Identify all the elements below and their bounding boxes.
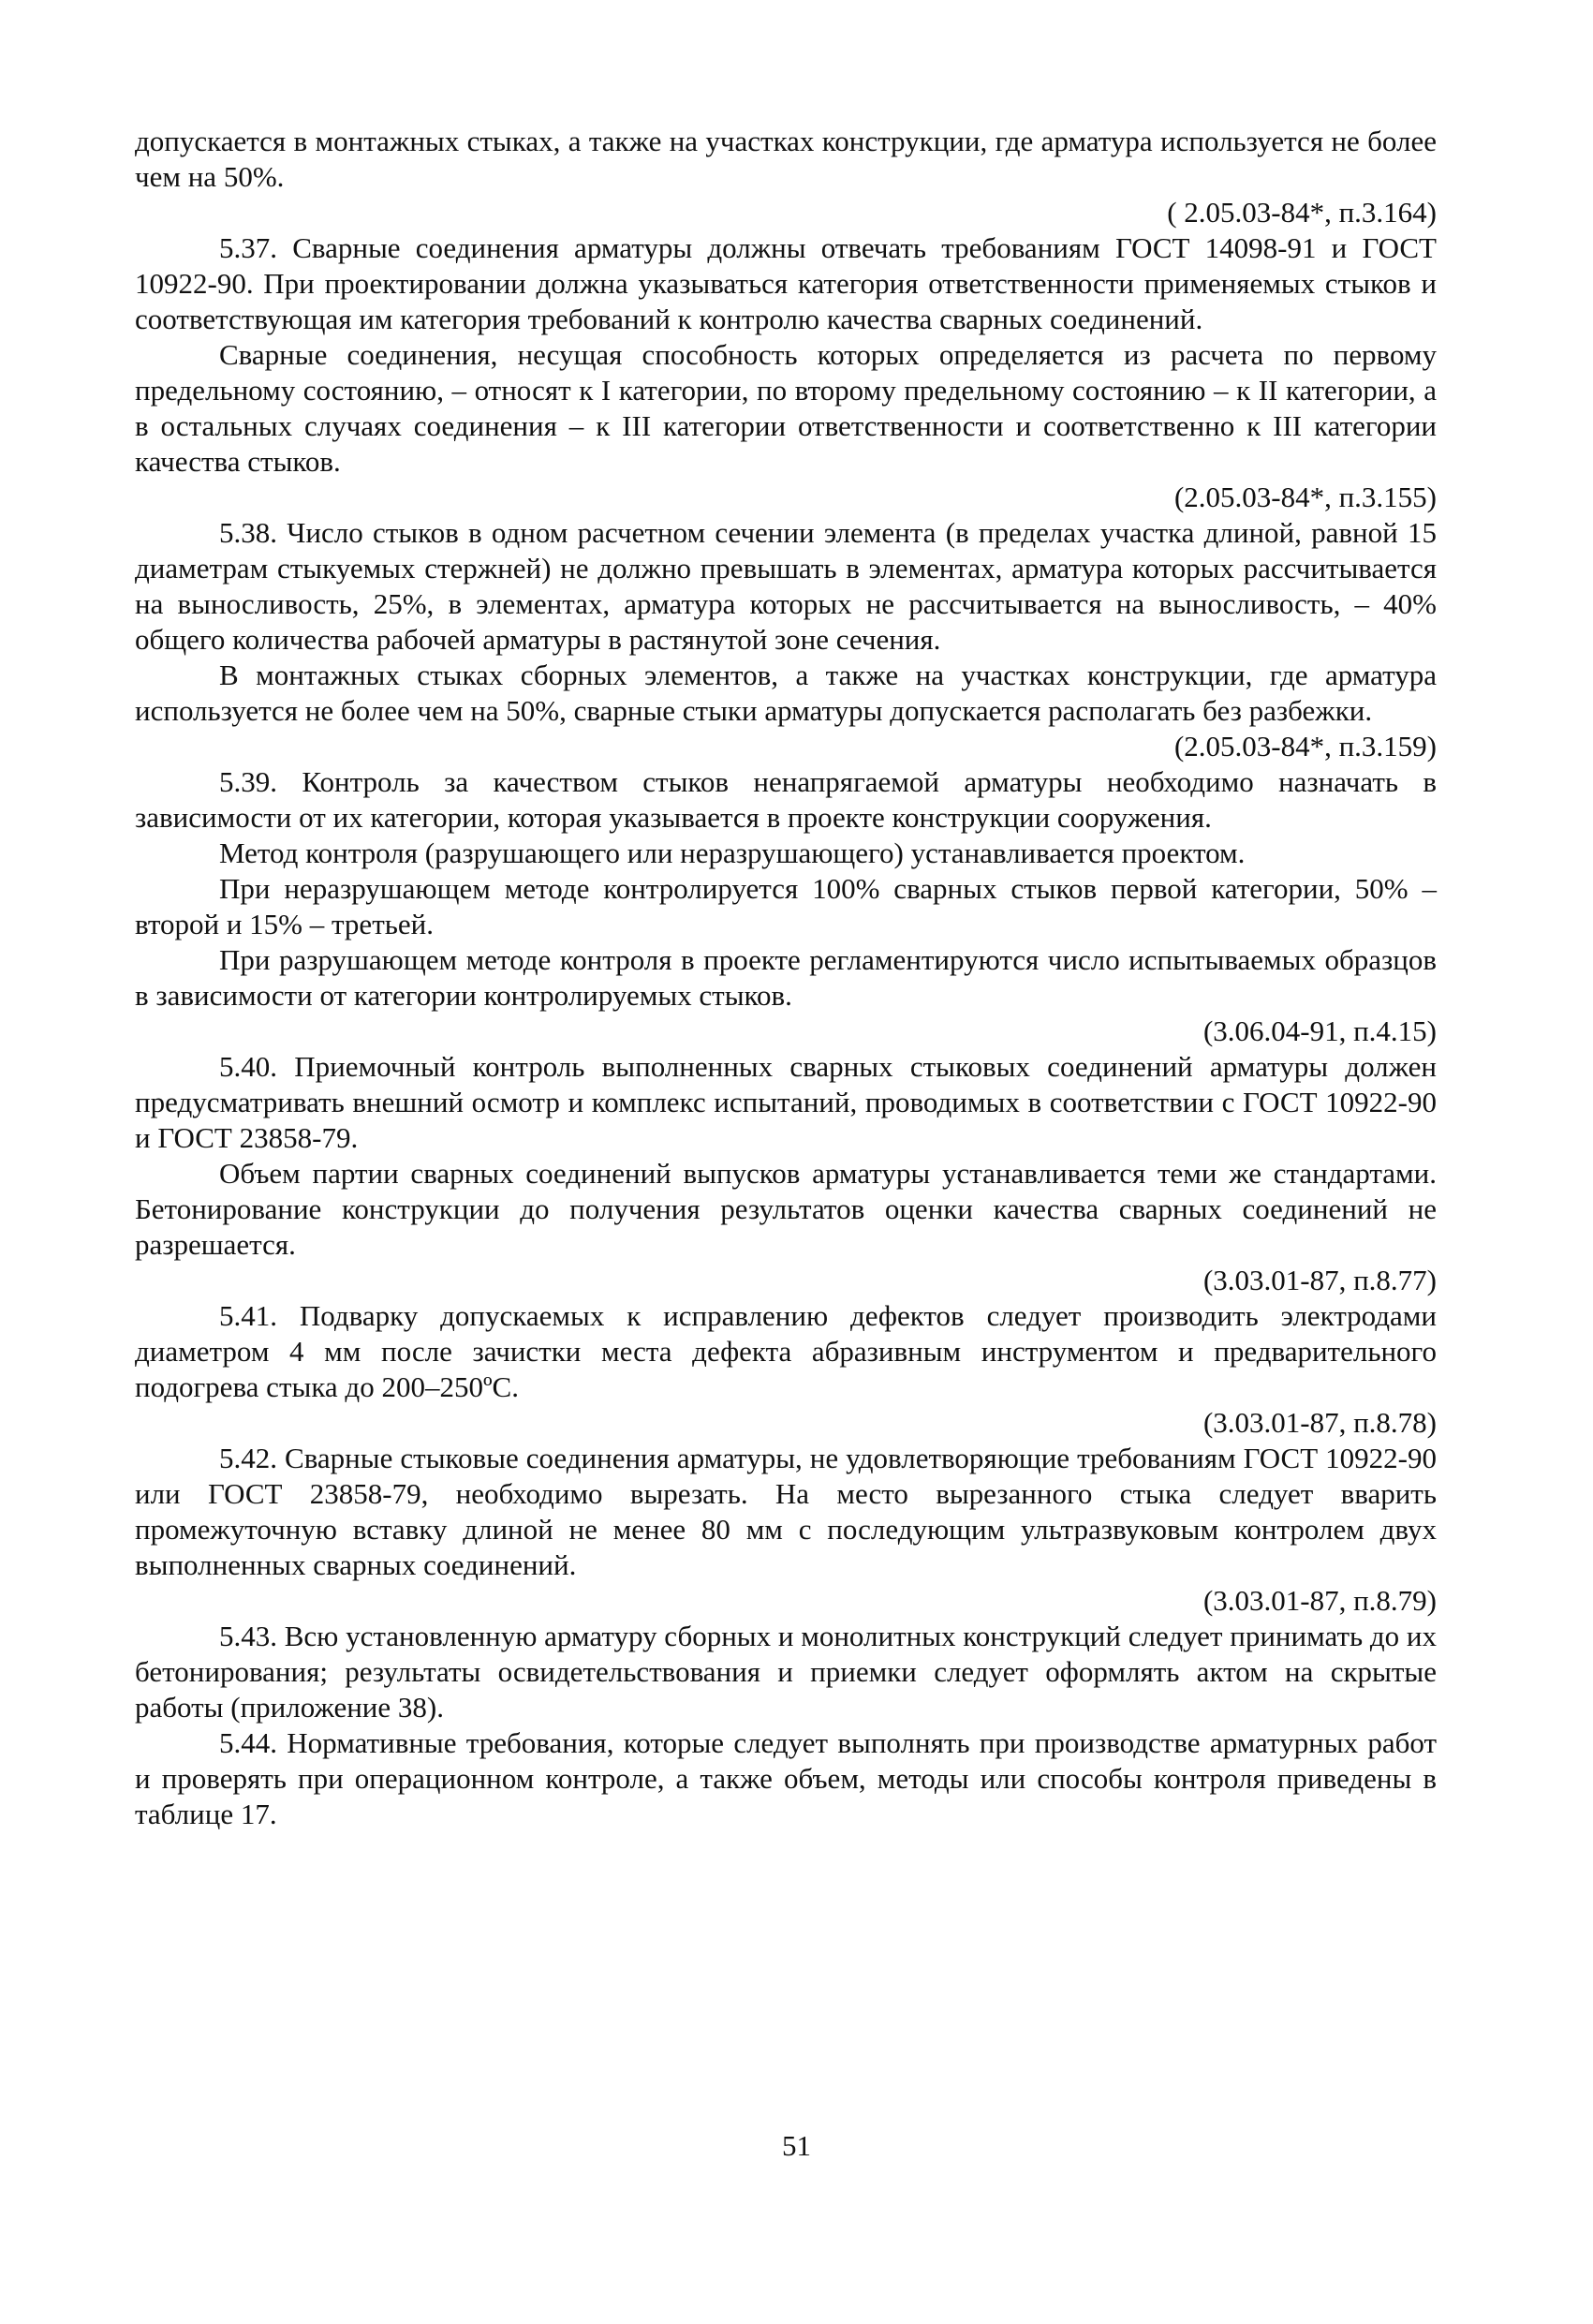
paragraph: 5.38. Число стыков в одном расчетном сечении элемента (в пределах участка длиной, равной 15 диаметрам стыкуемых стержней) не должно превышать в элементах, арматура которых рассчитывается на выносливость, 25%, в элементах, арматура которых не рассчитывается на выносливость, – 40% общего количества рабочей арматуры в растянутой зоне сечения.	[135, 516, 1437, 656]
reference-citation: (3.03.01-87, п.8.77)	[1202, 1264, 1437, 1296]
paragraph: допускается в монтажных стыках, а также на участках конструкции, где арматура используется не более чем на 50%.	[135, 125, 1437, 193]
reference-citation: (3.03.01-87, п.8.78)	[1202, 1406, 1437, 1439]
reference-citation: ( 2.05.03-84*, п.3.164)	[1167, 196, 1437, 229]
paragraph: 5.42. Сварные стыковые соединения арматуры, не удовлетворяющие требованиям ГОСТ 10922-90 или ГОСТ 23858-79, необходимо вырезать. На место вырезанного стыка следует вварить промежуточную вставку длиной не менее 80 мм с последующим ультразвуковым контролем двух выполненных сварных соединений.	[135, 1442, 1437, 1581]
paragraph: При разрушающем методе контроля в проекте регламентируются число испытываемых образцов в зависимости от категории контролируемых стыков.	[135, 943, 1437, 1012]
document-body	[135, 124, 1437, 1832]
reference-citation: (3.03.01-87, п.8.79)	[1202, 1584, 1437, 1617]
paragraph: 5.41. Подварку допускаемых к исправлению дефектов следует производить электродами диаметром 4 мм после зачистки места дефекта абразивным инструментом и предварительного подогрева стыка до 200–250ºС.	[135, 1299, 1437, 1403]
paragraph: Метод контроля (разрушающего или неразрушающего) устанавливается проектом.	[219, 836, 1246, 869]
reference-citation: (3.06.04-91, п.4.15)	[1202, 1014, 1437, 1047]
reference-citation: (2.05.03-84*, п.3.155)	[1173, 481, 1437, 513]
paragraph: Объем партии сварных соединений выпусков арматуры устанавливается теми же стандартами. Бетонирование конструкции до получения результатов оценки качества сварных соединений не разрешается.	[135, 1157, 1437, 1261]
reference-citation: (2.05.03-84*, п.3.159)	[1173, 730, 1437, 762]
paragraph: В монтажных стыках сборных элементов, а также на участках конструкции, где арматура используется не более чем на 50%, сварные стыки арматуры допускается располагать без разбежки.	[135, 659, 1437, 727]
paragraph: 5.39. Контроль за качеством стыков ненапрягаемой арматуры необходимо назначать в зависимости от их категории, которая указывается в проекте конструкции сооружения.	[135, 765, 1437, 834]
page-number: 51	[782, 2129, 811, 2162]
paragraph: 5.44. Нормативные требования, которые следует выполнять при производстве арматурных работ и проверять при операционном контроле, а также объем, методы или способы контроля приведены в таблице 17.	[135, 1726, 1437, 1830]
paragraph: 5.37. Сварные соединения арматуры должны отвечать требованиям ГОСТ 14098-91 и ГОСТ 10922-90. При проектировании должна указываться категория ответственности применяемых стыков и соответствующая им категория требований к контролю качества сварных соединений.	[135, 231, 1437, 335]
paragraph: Сварные соединения, несущая способность которых определяется из расчета по первому предельному состоянию, – относят к I категории, по второму предельному состоянию – к II категории, а в остальных случаях соединения – к III категории ответственности и соответственно к III категории качества стыков.	[135, 338, 1437, 478]
paragraph: При неразрушающем методе контролируется 100% сварных стыков первой категории, 50% – второй и 15% – третьей.	[135, 872, 1437, 940]
paragraph: 5.40. Приемочный контроль выполненных сварных стыковых соединений арматуры должен предусматривать внешний осмотр и комплекс испытаний, проводимых в соответствии с ГОСТ 10922-90 и ГОСТ 23858-79.	[135, 1050, 1437, 1154]
paragraph: 5.43. Всю установленную арматуру сборных и монолитных конструкций следует принимать до их бетонирования; результаты освидетельствования и приемки следует оформлять актом на скрытые работы (приложение 38).	[135, 1620, 1438, 1724]
